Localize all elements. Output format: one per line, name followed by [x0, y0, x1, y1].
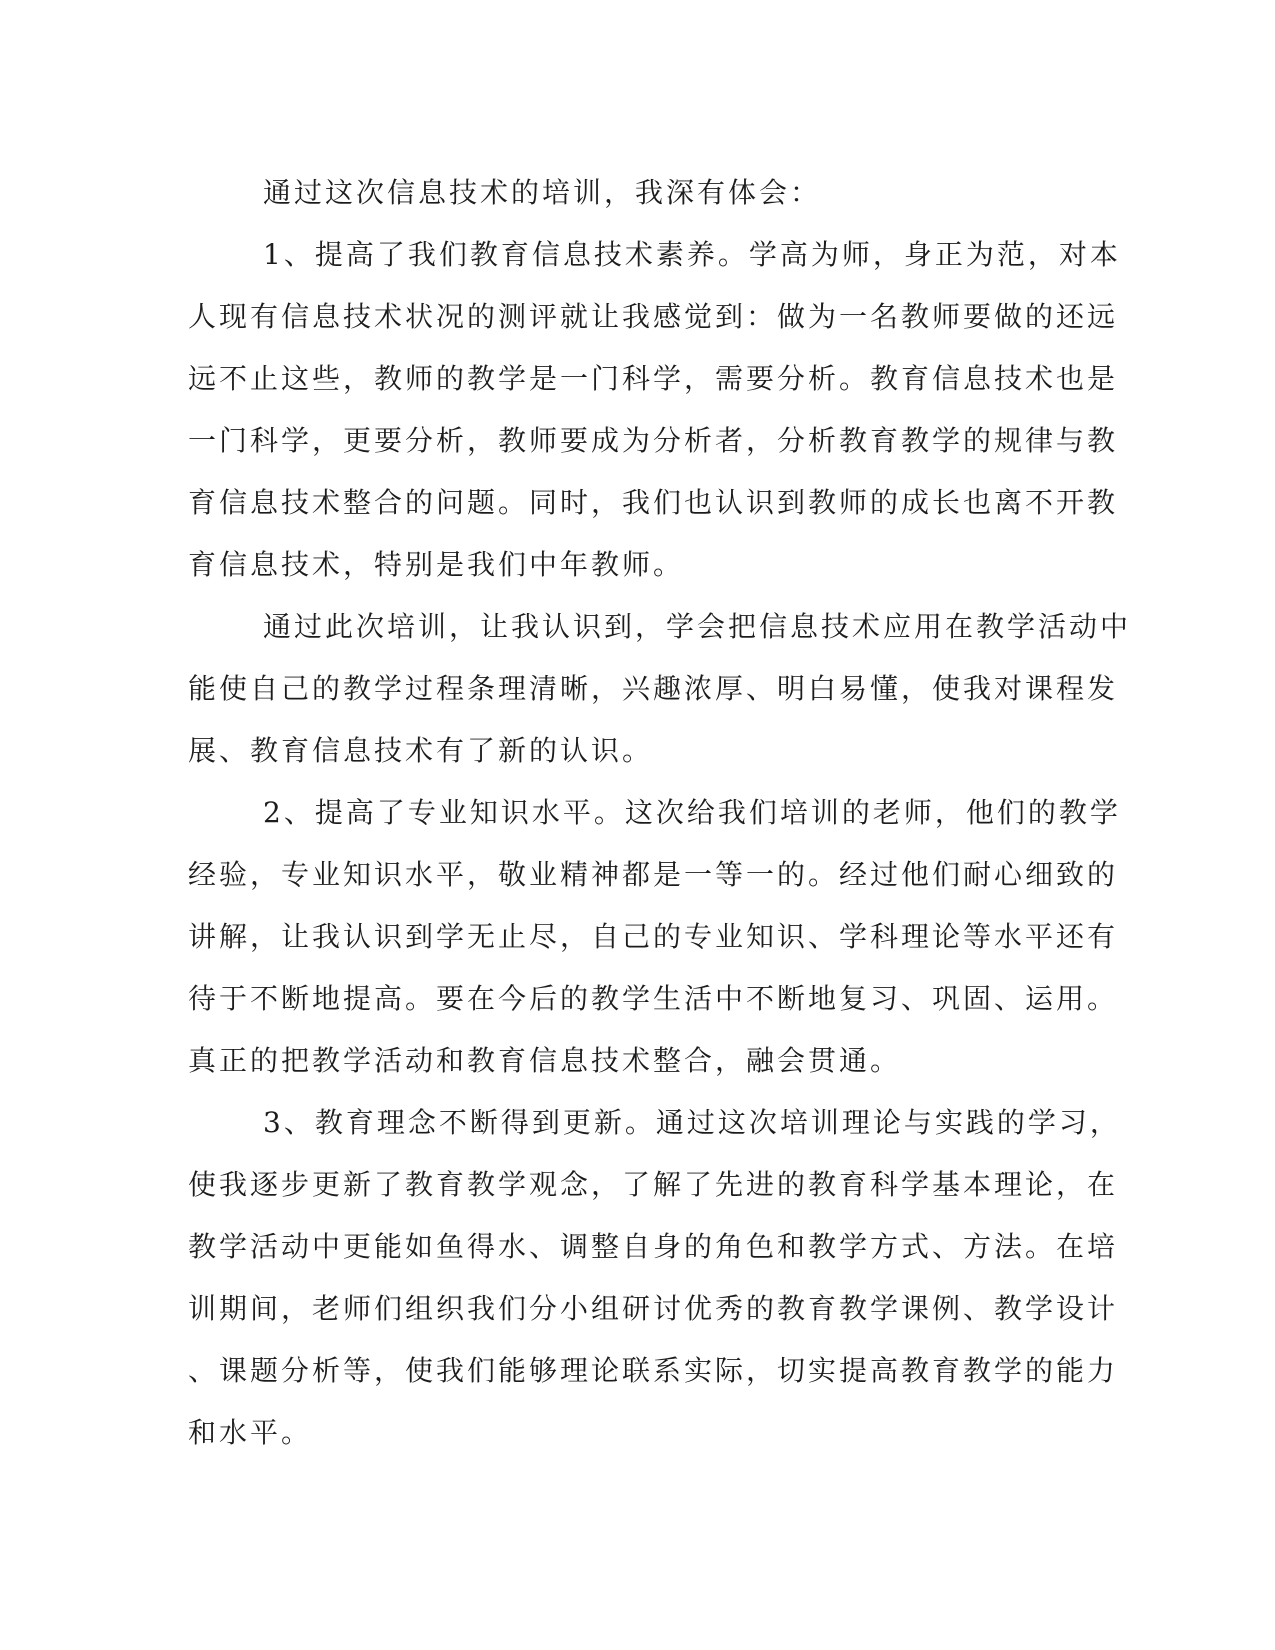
paragraph-intro-line-1: 通过这次信息技术的培训，我深有体会： [263, 176, 822, 209]
paragraph-point-3-line-6: 和水平。 [188, 1416, 313, 1449]
paragraph-point-3-line-4: 训期间，老师们组织我们分小组研讨优秀的教育教学课例、教学设计 [188, 1292, 1119, 1325]
paragraph-point-2-line-3: 讲解，让我认识到学无止尽，自己的专业知识、学科理论等水平还有 [188, 920, 1119, 953]
paragraph-point-1-line-4: 一门科学，更要分析，教师要成为分析者，分析教育教学的规律与教 [188, 424, 1119, 457]
document-body [188, 162, 1132, 1464]
paragraph-point-2-line-2: 经验，专业知识水平，敬业精神都是一等一的。经过他们耐心细致的 [188, 858, 1119, 891]
paragraph-point-3-line-1: 3、教育理念不断得到更新。通过这次培训理论与实践的学习， [263, 1106, 1121, 1139]
paragraph-point-2-line-4: 待于不断地提高。要在今后的教学生活中不断地复习、巩固、运用。 [188, 982, 1119, 1015]
paragraph-point-1-line-1: 1、提高了我们教育信息技术素养。学高为师，身正为范，对本 [263, 238, 1121, 271]
paragraph-point-1-line-6: 育信息技术，特别是我们中年教师。 [188, 548, 685, 581]
paragraph-point-1-line-5: 育信息技术整合的问题。同时，我们也认识到教师的成长也离不开教 [188, 486, 1119, 519]
paragraph-point-3-line-5: 、课题分析等，使我们能够理论联系实际，切实提高教育教学的能力 [188, 1354, 1119, 1387]
paragraph-training-line-1: 通过此次培训，让我认识到，学会把信息技术应用在教学活动中 [263, 610, 1132, 643]
paragraph-point-1-line-2: 人现有信息技术状况的测评就让我感觉到：做为一名教师要做的还远 [188, 300, 1119, 333]
paragraph-point-3-line-3: 教学活动中更能如鱼得水、调整自身的角色和教学方式、方法。在培 [188, 1230, 1119, 1263]
paragraph-training-line-2: 能使自己的教学过程条理清晰，兴趣浓厚、明白易懂，使我对课程发 [188, 672, 1119, 705]
paragraph-point-2-line-5: 真正的把教学活动和教育信息技术整合，融会贯通。 [188, 1044, 902, 1077]
paragraph-point-1-line-3: 远不止这些，教师的教学是一门科学，需要分析。教育信息技术也是 [188, 362, 1119, 395]
paragraph-training-line-3: 展、教育信息技术有了新的认识。 [188, 734, 654, 767]
paragraph-point-3-line-2: 使我逐步更新了教育教学观念，了解了先进的教育科学基本理论，在 [188, 1168, 1119, 1201]
paragraph-point-2-line-1: 2、提高了专业知识水平。这次给我们培训的老师，他们的教学 [263, 796, 1121, 829]
